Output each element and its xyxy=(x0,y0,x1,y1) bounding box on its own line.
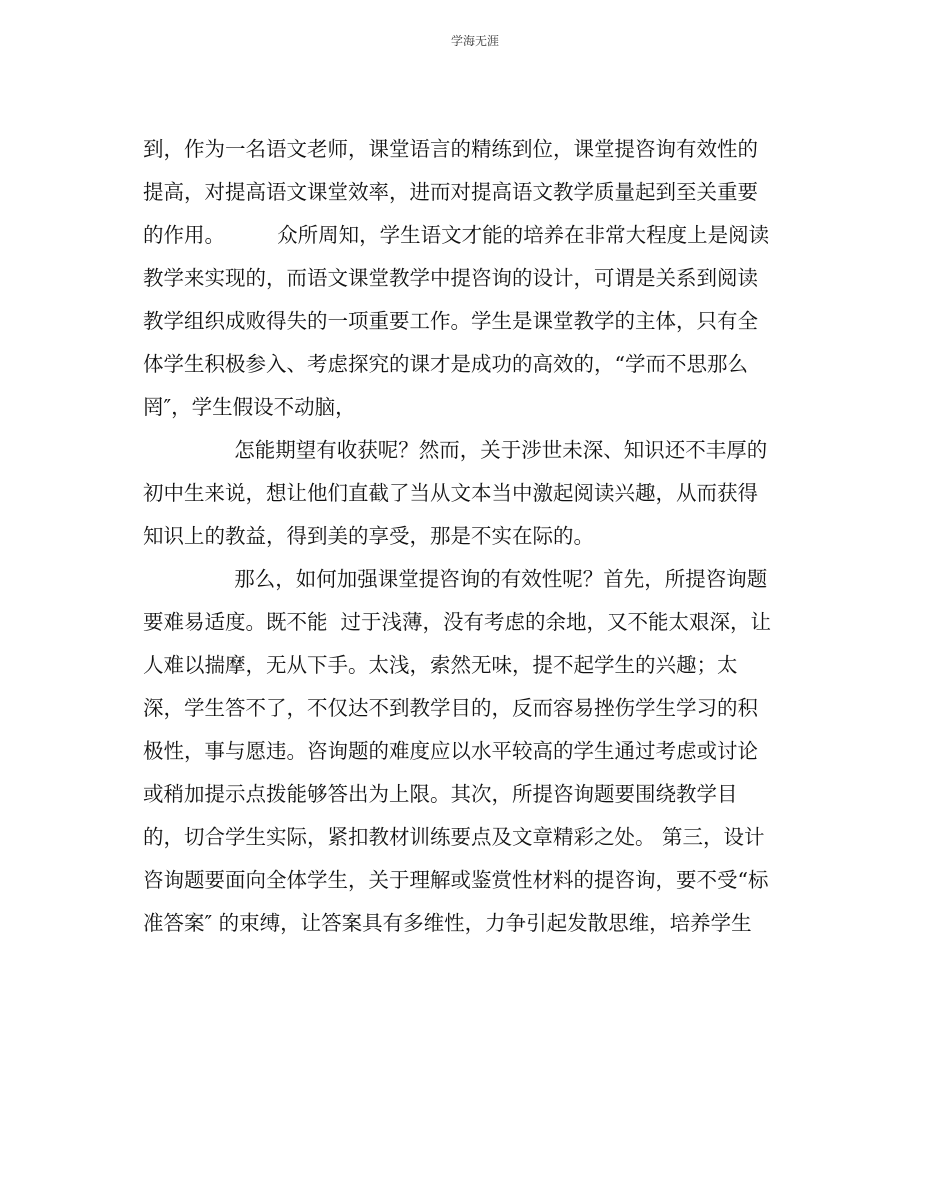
text-line: 到，作为一名语文老师，课堂语言的精练到位，课堂提咨询有效性的 xyxy=(143,137,758,161)
text-line: 的，切合学生实际，紧扣教材训练要点及文章精彩之处。 第三，设计 xyxy=(143,825,765,849)
text-line: 深，学生答不了，不仅达不到教学目的，反而容易挫伤学生学习的积 xyxy=(143,696,758,720)
text-line: 体学生积极参入、考虑探究的课才是成功的高效的，“学而不思那么 xyxy=(143,352,748,376)
text-line: 怎能期望有收获呢？然而，关于涉世未深、知识还不丰厚的 xyxy=(143,438,768,462)
text-line: 或稍加提示点拨能够答出为上限。其次，所提咨询题要围绕教学目 xyxy=(143,782,738,806)
document-body xyxy=(143,128,823,945)
text-line: 罔″，学生假设不动脑， xyxy=(143,395,356,419)
text-line: 极性，事与愿违。咨询题的难度应以水平较高的学生通过考虑或讨论 xyxy=(143,739,758,763)
page-header: 学海无涯 xyxy=(450,34,499,48)
text-line: 教学组织成败得失的一项重要工作。学生是课堂教学的主体，只有全 xyxy=(143,309,758,333)
text-line: 咨询题要面向全体学生，关于理解或鉴赏性材料的提咨询，要不受“标 xyxy=(143,868,769,892)
text-line: 准答案″ 的束缚，让答案具有多维性，力争引起发散思维，培养学生 xyxy=(143,911,752,935)
text-line: 要难易适度。既不能 过于浅薄，没有考虑的余地，又不能太艰深，让 xyxy=(143,610,772,634)
text-line: 那么，如何加强课堂提咨询的有效性呢？首先，所提咨询题 xyxy=(143,567,768,591)
text-line: 教学来实现的，而语文课堂教学中提咨询的设计，可谓是关系到阅读 xyxy=(143,266,758,290)
text-line: 初中生来说，想让他们直截了当从文本当中激起阅读兴趣，从而获得 xyxy=(143,481,758,505)
text-line: 知识上的教益，得到美的享受，那是不实在际的。 xyxy=(143,524,594,548)
text-line: 人难以揣摩，无从下手。太浅，索然无味，提不起学生的兴趣；太 xyxy=(143,653,738,677)
text-line: 提高，对提高语文课堂效率，进而对提高语文教学质量起到至关重要 xyxy=(143,180,758,204)
text-line: 的作用。 众所周知，学生语文才能的培养在非常大程度上是阅读 xyxy=(143,223,770,247)
